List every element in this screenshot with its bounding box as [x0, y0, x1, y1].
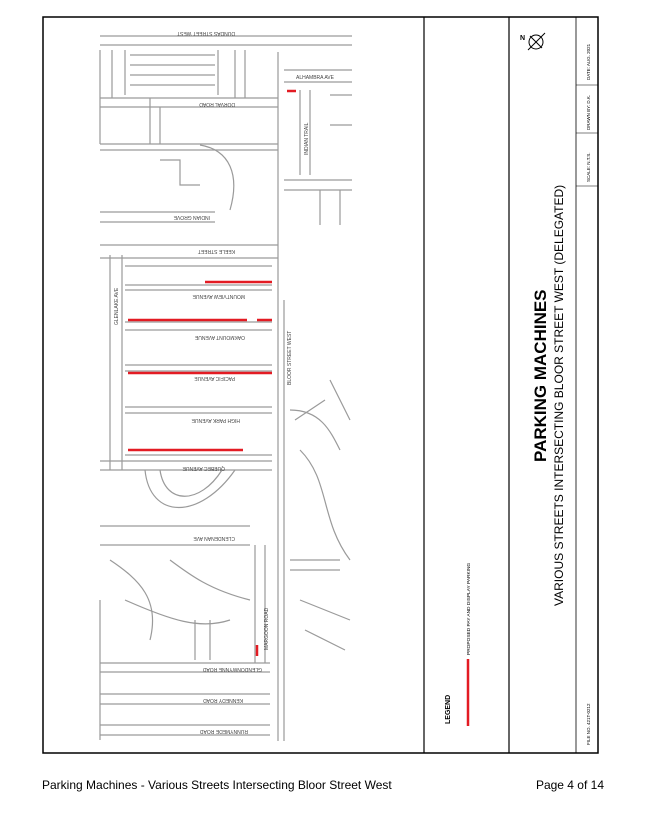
label-mountview: MOUNTVIEW AVENUE	[192, 293, 245, 299]
label-dorval: DORVAL ROAD	[199, 101, 235, 107]
label-glenlake: GLENLAKE AVE	[114, 287, 120, 325]
label-quebec: QUEBEC AVENUE	[182, 465, 225, 471]
date-text: DATE: AUG. 2021	[586, 43, 591, 80]
legend-heading: LEGEND	[445, 694, 452, 724]
map-subtitle: VARIOUS STREETS INTERSECTING BLOOR STREET WEST (DELEGATED)	[552, 184, 566, 606]
label-clendenan: CLENDENAN AVE	[193, 535, 235, 541]
sheet-border	[43, 17, 598, 753]
drawn-by-text: DRAWN BY: D.K.	[586, 94, 591, 130]
label-bloor: BLOOR STREET WEST	[287, 330, 293, 385]
scale-text: SCALE: N.T.S.	[586, 152, 591, 182]
label-margueretta: MARGOON ROAD	[264, 607, 270, 650]
legend-item-label: PROPOSED PAY AND DISPLAY PARKING	[467, 562, 472, 655]
north-letter: N	[520, 35, 526, 42]
footer-page-number: Page 4 of 14	[535, 778, 604, 792]
label-glendonwynne: GLENDONWYNNE ROAD	[202, 666, 262, 672]
label-oakmount: OAKMOUNT AVENUE	[194, 334, 245, 340]
file-no-text: FILE NO. 421T-0212	[586, 703, 591, 745]
label-keele: KEELE STREET	[197, 248, 235, 254]
label-high-park: HIGH PARK AVENUE	[191, 417, 240, 423]
label-kennedy: KENNEDY ROAD	[203, 697, 243, 703]
label-runnymede: RUNNYMEDE ROAD	[199, 728, 248, 734]
label-alhambra: ALHAMBRA AVE	[296, 75, 334, 81]
map-title: PARKING MACHINES	[531, 289, 550, 462]
footer-document-title: Parking Machines - Various Streets Intersecting Bloor Street West	[42, 778, 392, 792]
label-indian-trail: INDIAN TRAIL	[304, 122, 310, 155]
label-dundas: DUNDAS STREET WEST	[177, 30, 235, 36]
label-indian-grove: INDIAN GROVE	[173, 214, 210, 220]
label-pacific: PACIFIC AVENUE	[194, 375, 235, 381]
